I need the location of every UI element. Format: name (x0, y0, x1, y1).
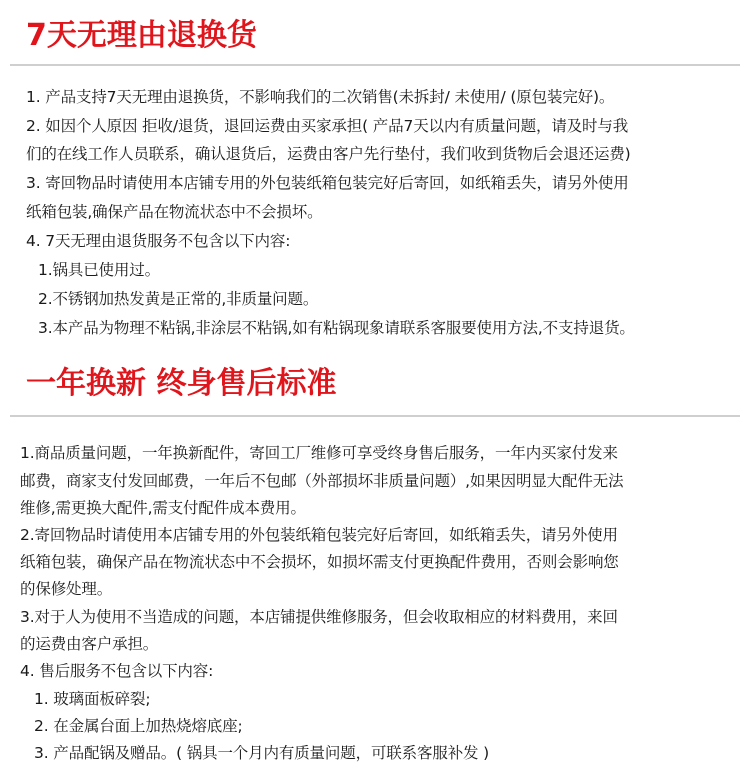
section-title-return-policy: 7天无理由退换货 (26, 18, 257, 53)
after-sales-line: 1. 玻璃面板碎裂; (34, 690, 151, 708)
policy-line: 纸箱包装,确保产品在物流状态中不会损坏。 (26, 203, 323, 221)
after-sales-line: 邮费，商家支付发回邮费，一年后不包邮（外部损坏非质量问题）,如果因明显大配件无法 (20, 472, 624, 490)
after-sales-line: 的保修处理。 (20, 580, 113, 598)
policy-line: 3. 寄回物品时请使用本店铺专用的外包装纸箱包装完好后寄回，如纸箱丢失，请另外使用 (26, 174, 629, 192)
policy-line: 3.本产品为物理不粘锅,非涂层不粘锅,如有粘锅现象请联系客服要使用方法,不支持退货。 (38, 319, 635, 337)
policy-line: 1.锅具已使用过。 (38, 261, 160, 279)
policy-line: 4. 7天无理由退货服务不包含以下内容: (26, 232, 291, 250)
policy-line: 1. 产品支持7天无理由退换货，不影响我们的二次销售(未拆封/ 未使用/ (原包装完好)。 (26, 88, 615, 106)
after-sales-line: 3. 产品配锅及赠品。( 锅具一个月内有质量问题，可联系客服补发 ) (34, 744, 490, 762)
after-sales-line: 维修,需更换大配件,需支付配件成本费用。 (20, 499, 306, 517)
divider (10, 415, 740, 417)
after-sales-line: 4. 售后服务不包含以下内容: (20, 662, 214, 680)
after-sales-line: 2. 在金属台面上加热烧熔底座; (34, 717, 243, 735)
policy-line: 2.不锈钢加热发黄是正常的,非质量问题。 (38, 290, 319, 308)
policy-line: 们的在线工作人员联系，确认退货后，运费由客户先行垫付，我们收到货物后会退还运费) (26, 145, 631, 163)
section-title-after-sales: 一年换新 终身售后标准 (26, 366, 337, 401)
divider (10, 64, 740, 66)
after-sales-line: 1.商品质量问题，一年换新配件，寄回工厂维修可享受终身售后服务，一年内买家付发来 (20, 444, 618, 462)
after-sales-line: 2.寄回物品时请使用本店铺专用的外包装纸箱包装完好后寄回，如纸箱丢失，请另外使用 (20, 526, 618, 544)
after-sales-line: 3.对于人为使用不当造成的问题，本店铺提供维修服务，但会收取相应的材料费用，来回 (20, 608, 618, 626)
after-sales-line: 纸箱包装，确保产品在物流状态中不会损坏，如损坏需支付更换配件费用，否则会影响您 (20, 553, 619, 571)
after-sales-line: 的运费由客户承担。 (20, 635, 159, 653)
policy-line: 2. 如因个人原因 拒收/退货，退回运费由买家承担( 产品7天以内有质量问题，请及时与我 (26, 117, 629, 135)
